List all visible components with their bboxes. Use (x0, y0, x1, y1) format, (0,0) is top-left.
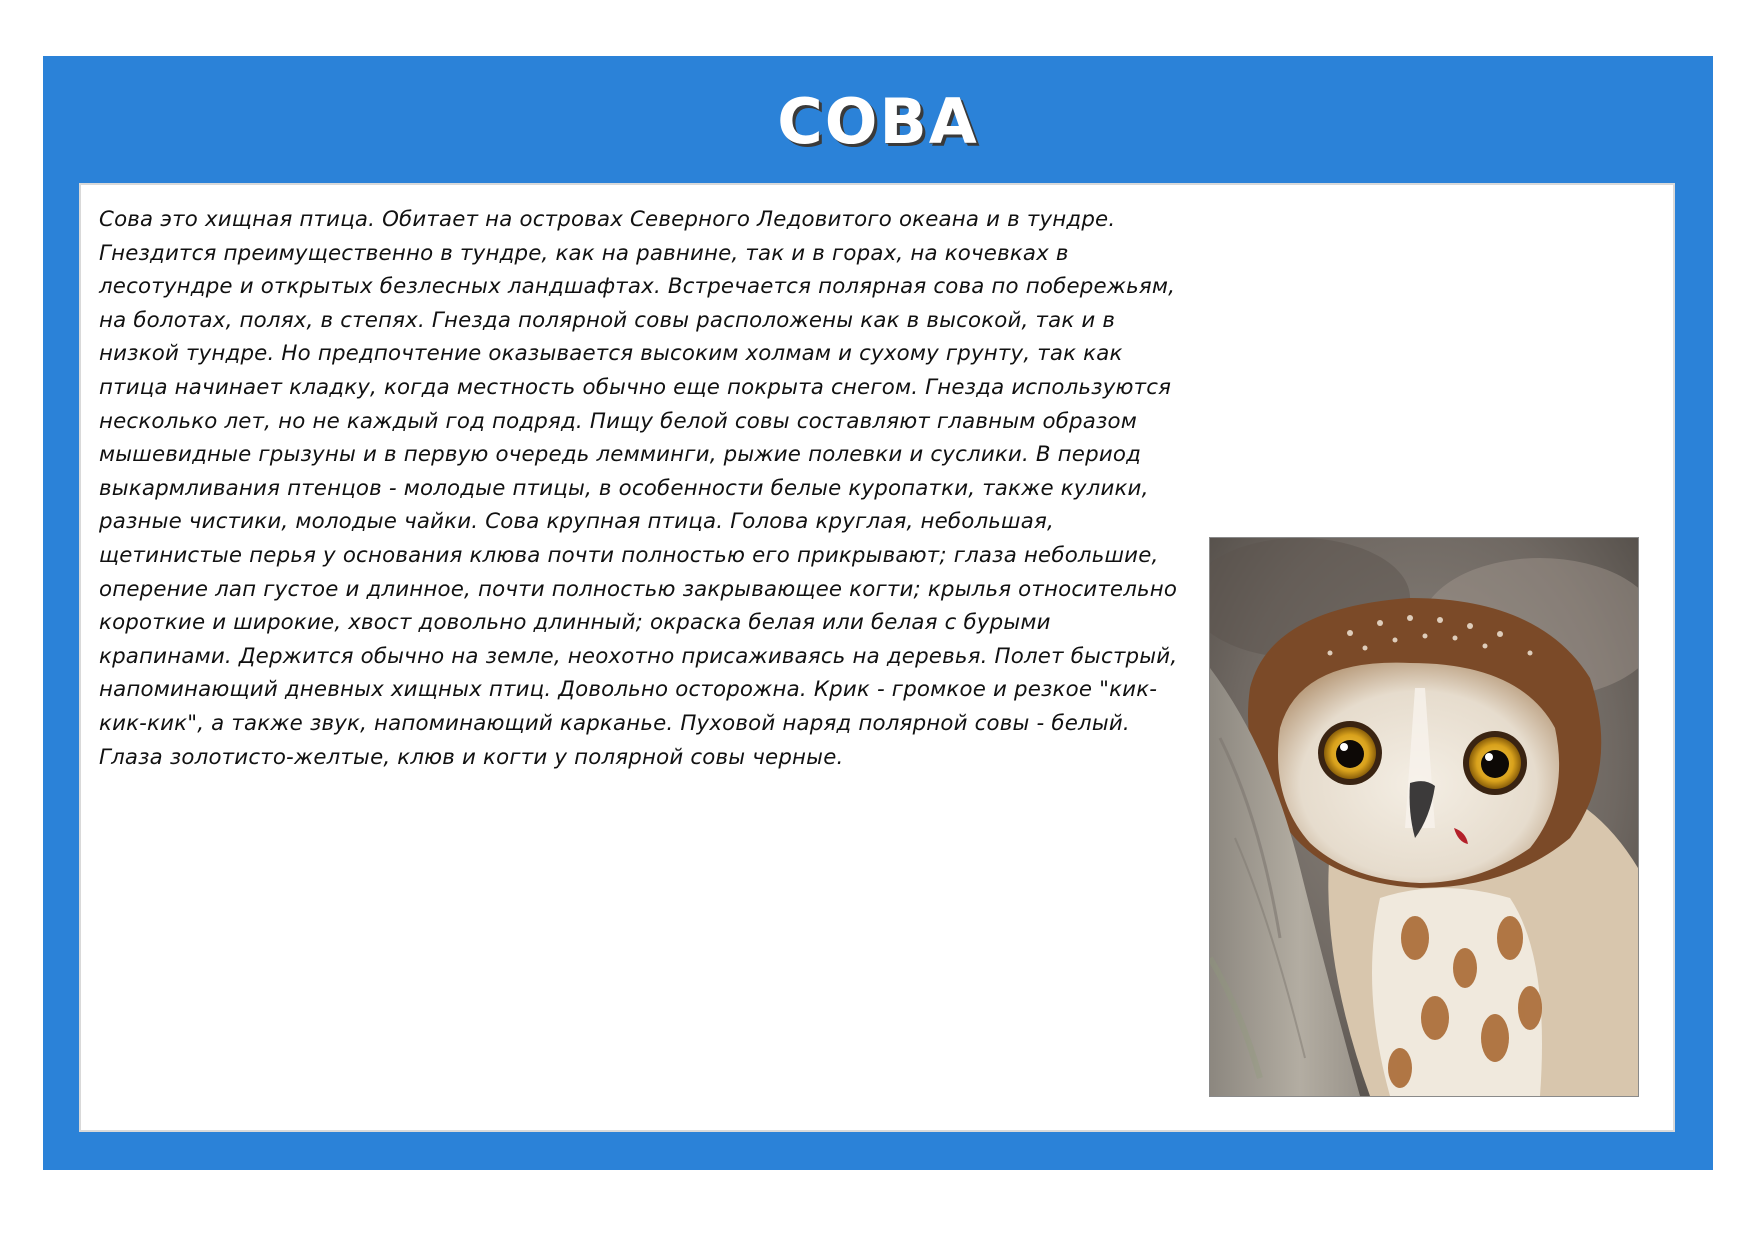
page-title: СОВА (777, 85, 979, 158)
owl-photo (1209, 537, 1639, 1097)
page-frame (43, 56, 1713, 1170)
body-text: Сова это хищная птица. Обитает на островах Северного Ледовитого океана и в тундре. Гнездится преимущественно в тундре, как на равнине, так и в горах, на кочевках в лесотундре и открытых безлесных ландшафтах. Встречается полярная сова по побережьям, на болотах, полях, в степях. Гнезда полярной совы расположены как в высокой, так и в низкой тундре. Но предпочтение оказывается высоким холмам и сухому грунту, так как птица начинает кладку, когда местность обычно еще покрыта снегом. Гнезда используются несколько лет, но не каждый год подряд. Пищу белой совы составляют главным образом мышевидные грызуны и в первую очередь лемминги, рыжие полевки и суслики. В период выкармливания птенцов - молодые птицы, в особенности белые куропатки, также кулики, разные чистики, молодые чайки. Сова крупная птица. Голова круглая, небольшая, щетинистые перья у основания клюва почти полностью его прикрывают; глаза небольшие, оперение лап густое и длинное, почти полностью закрывающее когти; крылья относительно короткие и широкие, хвост довольно длинный; окраска белая или белая с бурыми крапинами. Держится обычно на земле, неохотно присаживаясь на деревья. Полет быстрый, напоминающий дневных хищных птиц. Довольно осторожна. Крик - громкое и резкое "кик-кик-кик", а также звук, напоминающий карканье. Пуховой наряд полярной совы - белый. Глаза золотисто-желтые, клюв и когти у полярной совы черные. (99, 207, 1178, 770)
owl-illustration (1210, 538, 1638, 1096)
content-panel (79, 183, 1675, 1132)
